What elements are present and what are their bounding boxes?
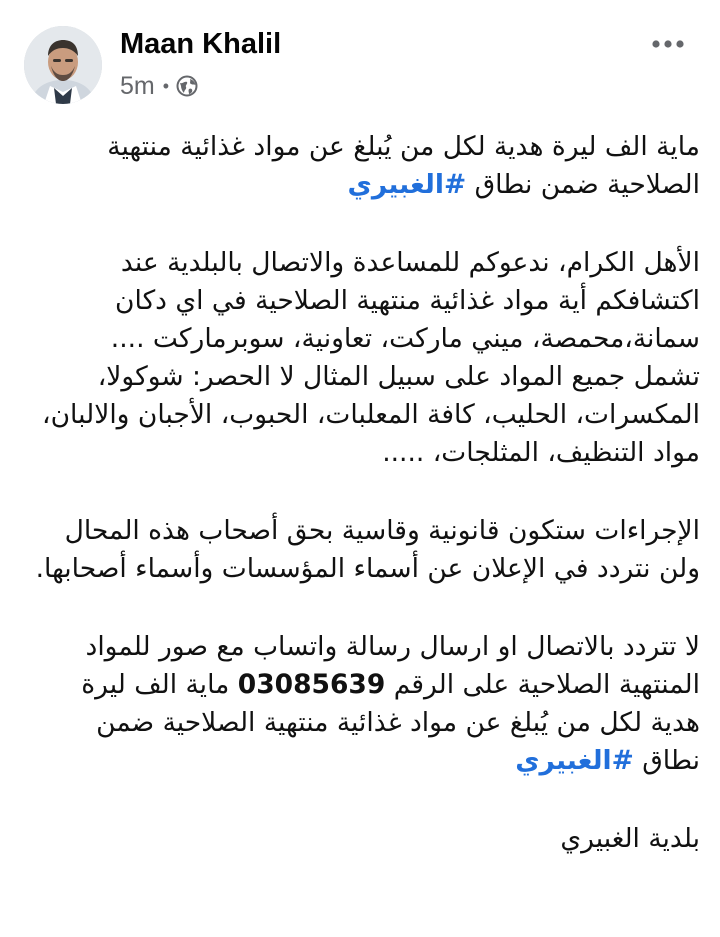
phone-number[interactable]: 03085639 xyxy=(237,669,386,700)
paragraph-1-line-2: اكتشافكم أية مواد غذائية منتهية الصلاحية في اي دكان xyxy=(115,285,700,316)
paragraph-3-line-2 xyxy=(60,666,700,704)
hashtag-link[interactable]: #الغبيري xyxy=(347,169,467,200)
title-line-2-text: الصلاحية ضمن نطاق xyxy=(466,169,700,200)
paragraph-3-line-2-after: ماية الف ليرة xyxy=(81,669,238,700)
title-line-2 xyxy=(60,166,700,204)
paragraph-3-line-2-before: المنتهية الصلاحية على الرقم xyxy=(385,669,700,700)
more-options-button[interactable] xyxy=(640,26,696,62)
paragraph-2 xyxy=(35,512,700,588)
paragraph-1-line-4: تشمل جميع المواد على سبيل المثال لا الحصر: شوكولا، xyxy=(97,361,700,392)
paragraph-3-line-1: لا تتردد بالاتصال او ارسال رسالة واتساب مع صور للمواد xyxy=(85,631,700,662)
post-title xyxy=(60,128,700,204)
post-timestamp[interactable]: 5m xyxy=(120,71,155,100)
post-header xyxy=(0,0,720,110)
paragraph-gap xyxy=(60,588,700,628)
paragraph-1-line-1: الأهل الكرام، ندعوكم للمساعدة والاتصال بالبلدية عند xyxy=(120,247,700,278)
title-line-1: ماية الف ليرة هدية لكل من يُبلغ عن مواد غذائية منتهية xyxy=(107,131,700,162)
paragraph-3-line-4 xyxy=(60,742,700,780)
hashtag-link[interactable]: #الغبيري xyxy=(515,745,634,776)
ellipsis-icon xyxy=(651,39,685,49)
paragraph-2-line-2: ولن نتردد في الإعلان عن أسماء المؤسسات وأسماء أصحابها. xyxy=(35,553,700,584)
paragraph-1 xyxy=(42,244,700,472)
post-meta xyxy=(120,70,198,102)
paragraph-3 xyxy=(60,628,700,780)
paragraph-2-line-1: الإجراءات ستكون قانونية وقاسية بحق أصحاب هذه المحال xyxy=(64,515,700,546)
profile-photo-icon xyxy=(24,26,102,104)
paragraph-3-line-3: هدية لكل من يُبلغ عن مواد غذائية منتهية الصلاحية ضمن xyxy=(96,707,700,738)
paragraph-1-line-5: المكسرات، الحليب، كافة المعلبات، الحبوب، الأجبان والالبان، xyxy=(42,399,700,430)
paragraph-gap xyxy=(60,472,700,512)
paragraph-gap xyxy=(60,780,700,820)
paragraph-3-line-4-text: نطاق xyxy=(633,745,700,776)
meta-separator: • xyxy=(162,75,170,96)
paragraph-1-line-6: مواد التنظيف، المثلجات، ..... xyxy=(382,437,700,468)
avatar[interactable] xyxy=(24,26,102,104)
paragraph-1-line-3: سمانة،محمصة، ميني ماركت، تعاونية، سوبرماركت .... xyxy=(110,323,700,354)
signature-text: بلدية الغبيري xyxy=(560,823,700,854)
signature xyxy=(60,820,700,858)
paragraph-gap xyxy=(60,204,700,244)
globe-icon[interactable] xyxy=(176,75,198,97)
author-name[interactable]: Maan Khalil xyxy=(120,28,282,60)
post-body xyxy=(35,128,700,928)
